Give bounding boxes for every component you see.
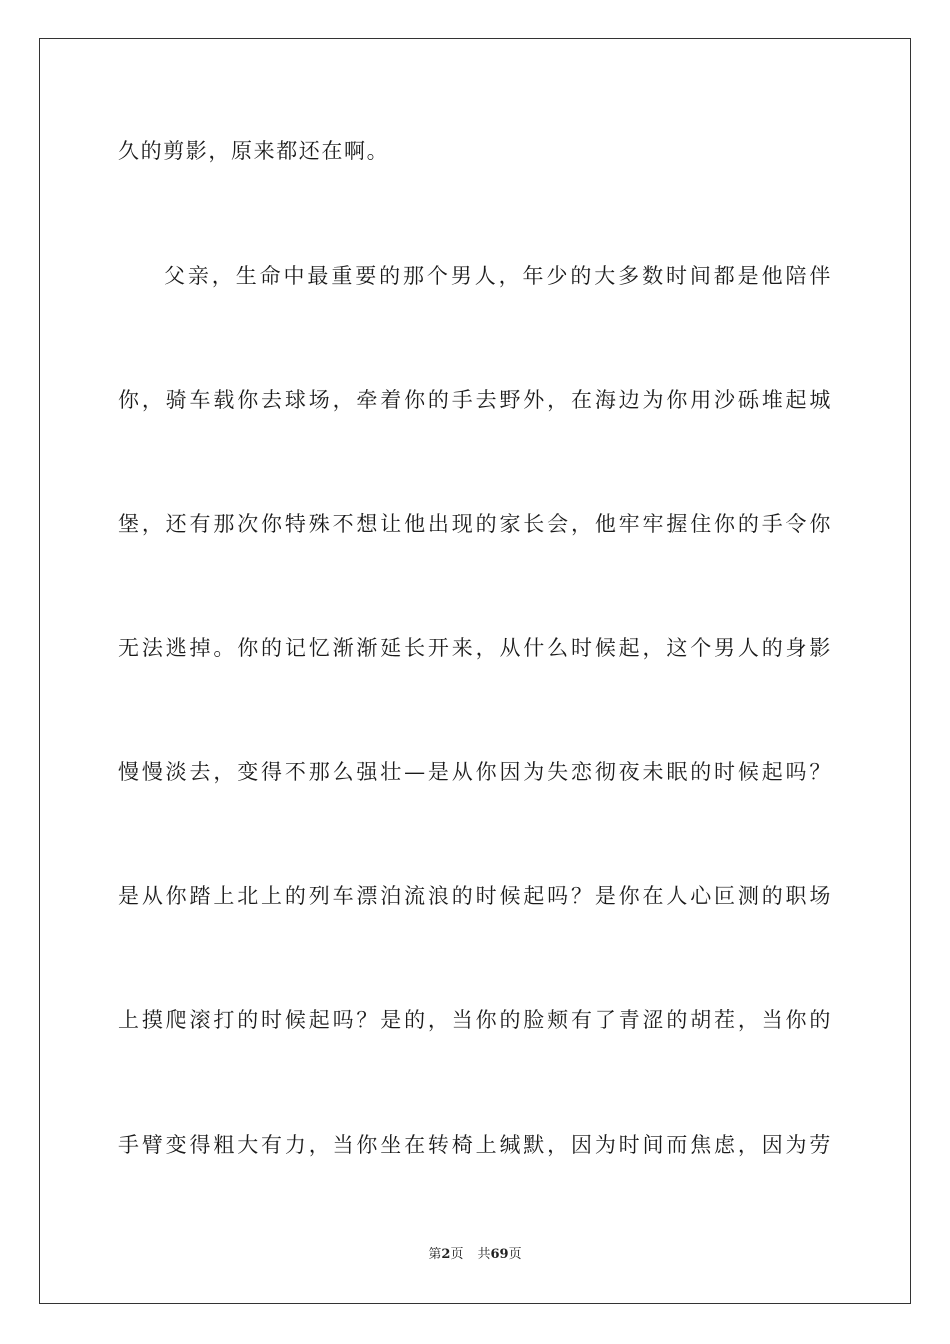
page-footer [0,1246,950,1264]
body-text-line-7: 是从你踏上北上的列车漂泊流浪的时候起吗？是你在人心叵测的职场 [118,884,832,908]
body-text-line-1: 久的剪影，原来都还在啊。 [118,139,390,163]
body-text-line-9: 手臂变得粗大有力，当你坐在转椅上缄默，因为时间而焦虑，因为劳 [118,1133,832,1157]
footer-total-suffix: 页 [508,1247,522,1262]
footer-page-number: 2 [441,1247,451,1262]
body-text-line-8: 上摸爬滚打的时候起吗？是的，当你的脸颊有了青涩的胡茬，当你的 [118,1008,832,1032]
body-text-line-3: 你，骑车载你去球场，牵着你的手去野外，在海边为你用沙砾堆起城 [118,388,832,412]
body-text-line-6: 慢慢淡去，变得不那么强壮—是从你因为失恋彻夜未眠的时候起吗？ [118,760,832,784]
body-text-line-5: 无法逃掉。你的记忆渐渐延长开来，从什么时候起，这个男人的身影 [118,636,832,660]
footer-total-pages: 69 [490,1247,509,1262]
footer-total-prefix: 共 [477,1247,491,1262]
page-border [39,38,911,1304]
footer-page-suffix: 页 [450,1247,464,1262]
body-text-line-4: 堡，还有那次你特殊不想让他出现的家长会，他牢牢握住你的手令你 [118,512,832,536]
body-text-line-2: 父亲，生命中最重要的那个男人，年少的大多数时间都是他陪伴 [164,264,832,288]
footer-page-prefix: 第 [428,1247,442,1262]
